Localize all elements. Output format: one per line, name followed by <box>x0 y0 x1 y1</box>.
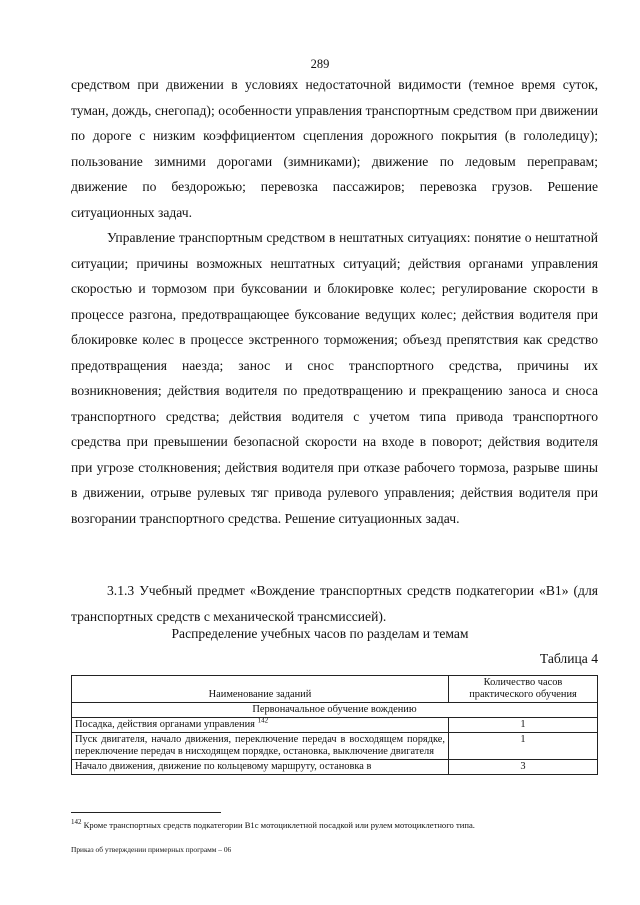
task-text: Посадка, действия органами управления <box>75 719 255 730</box>
hours-cell: 1 <box>449 718 598 733</box>
footnote-ref: 142 <box>257 716 269 725</box>
table-header-row <box>72 676 598 703</box>
paragraph-emergency-situations: Управление транспортным средством в нештатных ситуациях: понятие о нештатной ситуации; причины возможных нештатных ситуаций; действия органами управления скоростью и тормозом при буксовании и блокировке колес; регулирование скорости в процессе разгона, предотвращающее буксование ведущих колес; действия водителя при блокировке колес в процессе экстренного торможения; объезд препятствия как средство предотвращения наезда; занос и снос транспортного средства, причины их возникновения; действия водителя по предотвращению и прекращению заноса и сноса транспортного средства; действия водителя с учетом типа привода транспортного средства при превышении безопасной скорости на входе в поворот; действия водителя при угрозе столкновения; действия водителя при отказе рабочего тормоза, разрыве шины в движении, отрыве рулевых тяг привода рулевого управления; действия водителя при возгорании транспортного средства. Решение ситуационных задач. <box>71 230 598 526</box>
header-hours: Количество часов практического обучения <box>449 676 598 703</box>
table-row <box>72 718 598 733</box>
table-row <box>72 760 598 775</box>
footnote-text: Кроме транспортных средств подкатегории B1с мотоциклетной посадкой или рулем мотоциклетного типа. <box>81 820 475 830</box>
table-label: Таблица 4 <box>539 651 598 666</box>
footnote <box>71 820 598 830</box>
table-row <box>72 733 598 760</box>
table-section-row <box>72 703 598 718</box>
hours-cell: 3 <box>449 760 598 775</box>
paragraph-subject-heading: 3.1.3 Учебный предмет «Вождение транспортных средств подкатегории «B1» (для транспортных средств с механической трансмиссией). <box>71 583 598 624</box>
footnote-divider <box>71 812 221 813</box>
hours-cell: 1 <box>449 733 598 760</box>
paragraph-continuation: средством при движении в условиях недостаточной видимости (темное время суток, туман, дождь, снегопад); особенности управления транспортным средством при движении по дороге с низким коэффициентом сцепления дорожного покрытия (в гололедицу); пользование зимними дорогами (зимниками); движение по ледовым переправам; движение по бездорожью; перевозка пассажиров; перевозка грузов. Решение ситуационных задач. <box>71 77 598 220</box>
section-title: Первоначальное обучение вождению <box>72 703 598 718</box>
header-task-name: Наименование заданий <box>72 676 449 703</box>
task-cell: Начало движения, движение по кольцевому маршруту, остановка в <box>72 760 449 775</box>
table-caption: Распределение учебных часов по разделам и темам <box>171 626 469 641</box>
hours-table <box>71 675 598 775</box>
page-number: 289 <box>310 57 330 71</box>
page-footer: Приказ об утверждении примерных программ – 06 <box>71 845 232 854</box>
task-cell <box>72 718 449 733</box>
task-cell: Пуск двигателя, начало движения, переключение передач в восходящем порядке, переключение передач в нисходящем порядке, остановка, выключение двигателя <box>72 733 449 760</box>
footnote-number: 142 <box>71 818 82 827</box>
